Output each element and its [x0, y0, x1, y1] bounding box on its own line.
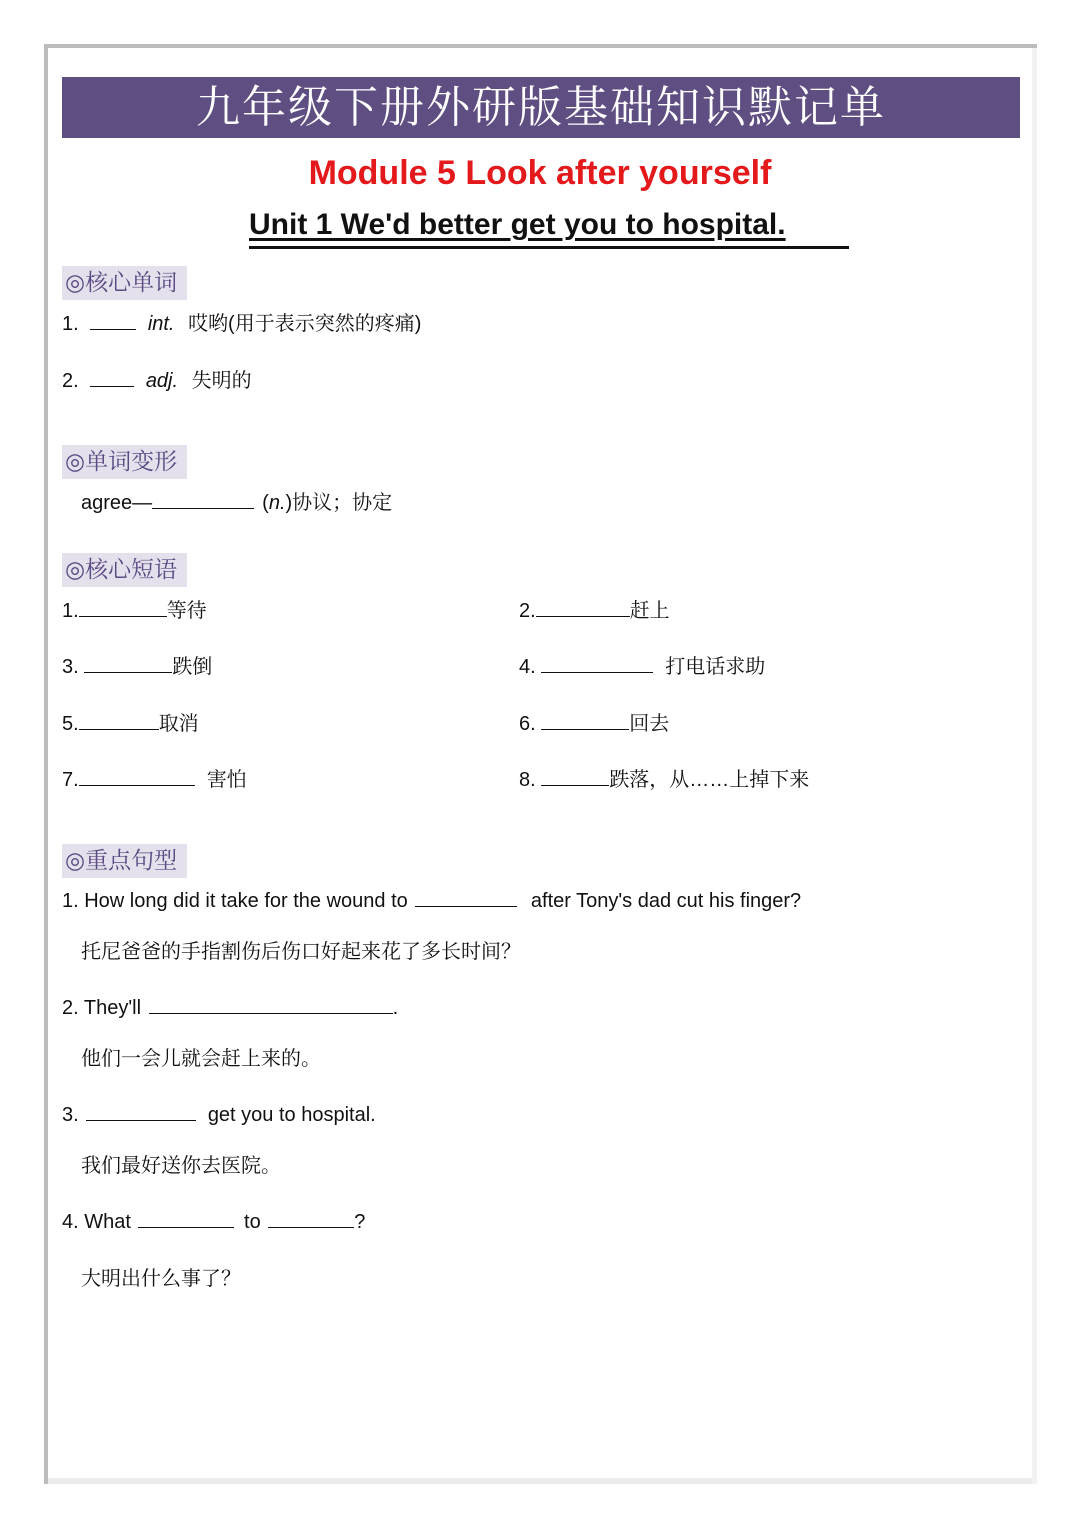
answer-blank[interactable] [541, 767, 609, 786]
sentence-text: 4. What [62, 1211, 131, 1233]
core-word-item [62, 367, 252, 395]
answer-blank[interactable] [541, 654, 653, 673]
module-title: Module 5 Look after yourself [308, 154, 772, 192]
answer-blank[interactable] [415, 888, 517, 907]
page-title: 九年级下册外研版基础知识默记单 [62, 77, 1020, 138]
part-of-speech: adj. [145, 370, 179, 392]
phrase-item [519, 653, 765, 681]
phrase-item [62, 597, 207, 625]
answer-blank[interactable] [90, 311, 136, 330]
item-number: 2. [519, 600, 536, 622]
sentence-text: 2. They'll [62, 997, 142, 1019]
answer-blank[interactable] [268, 1209, 354, 1228]
unit-title-double-underline [249, 246, 849, 249]
phrase-item [519, 597, 670, 625]
sentence-text: get you to hospital. [207, 1104, 376, 1126]
sentence-translation: 他们一会儿就会赶上来的。 [81, 1048, 321, 1070]
item-number: 5. [62, 713, 79, 735]
item-number: 6. [519, 713, 536, 735]
section-heading-word-forms: ◎单词变形 [62, 445, 187, 479]
page-shadow-right [1032, 48, 1037, 1484]
answer-blank[interactable] [84, 654, 172, 673]
item-number: 4. [519, 656, 536, 678]
sentence-text: to [244, 1211, 261, 1233]
word-meaning: 失明的 [191, 370, 252, 392]
phrase-meaning: 跌落，从……上掉下来 [609, 769, 810, 791]
answer-blank[interactable] [149, 995, 393, 1014]
phrase-meaning: 害怕 [206, 769, 247, 791]
item-number: 1. [62, 600, 79, 622]
phrase-item [62, 710, 199, 738]
answer-blank[interactable] [86, 1102, 196, 1121]
part-of-speech: int. [147, 313, 175, 335]
sentence-translation: 我们最好送你去医院。 [81, 1155, 281, 1177]
phrase-meaning: 打电话求助 [665, 656, 766, 678]
word-meaning: 哎哟(用于表示突然的疼痛) [188, 313, 422, 335]
phrase-meaning: 赶上 [629, 600, 670, 622]
answer-blank[interactable] [541, 711, 629, 730]
answer-blank[interactable] [152, 490, 254, 509]
page-shadow-bottom [48, 1478, 1037, 1484]
answer-blank[interactable] [79, 598, 167, 617]
phrase-item [62, 766, 247, 794]
unit-title: Unit 1 We'd better get you to hospital. [249, 208, 786, 241]
sentence-translation: 托尼爸爸的手指割伤后伤口好起来花了多长时间？ [81, 941, 521, 963]
sentence-text: ? [354, 1211, 366, 1233]
phrase-item [519, 710, 669, 738]
word-meaning: )协议；协定 [285, 492, 393, 514]
part-of-speech: n. [268, 492, 286, 514]
sentence-text: 1. How long did it take for the wound to [62, 890, 408, 912]
core-word-item [62, 310, 421, 338]
sentence-text: after Tony's dad cut his finger? [530, 890, 802, 912]
phrase-meaning: 等待 [166, 600, 207, 622]
sentence-item [62, 1101, 376, 1129]
item-number: 1. [62, 313, 79, 335]
answer-blank[interactable] [90, 368, 134, 387]
sentence-item [62, 887, 801, 915]
section-heading-core-words: ◎核心单词 [62, 266, 187, 300]
answer-blank[interactable] [536, 598, 630, 617]
item-number: 8. [519, 769, 536, 791]
section-heading-phrases: ◎核心短语 [62, 553, 187, 587]
item-number: 7. [62, 769, 79, 791]
phrase-meaning: 回去 [629, 713, 670, 735]
base-word: agree— [81, 492, 153, 514]
answer-blank[interactable] [138, 1209, 234, 1228]
answer-blank[interactable] [79, 711, 159, 730]
sentence-item [62, 994, 398, 1022]
word-form-item: agree— (n.)协议；协定 [81, 492, 393, 514]
phrase-meaning: 跌倒 [172, 656, 213, 678]
section-heading-sentences: ◎重点句型 [62, 844, 187, 878]
item-number: 2. [62, 370, 79, 392]
sentence-text: 3. [62, 1104, 79, 1126]
answer-blank[interactable] [79, 767, 195, 786]
sentence-text: . [392, 997, 399, 1019]
phrase-item [62, 653, 212, 681]
sentence-item [62, 1208, 365, 1236]
phrase-meaning: 取消 [158, 713, 199, 735]
item-number: 3. [62, 656, 79, 678]
sentence-translation: 大明出什么事了？ [81, 1268, 241, 1290]
phrase-item [519, 766, 809, 794]
